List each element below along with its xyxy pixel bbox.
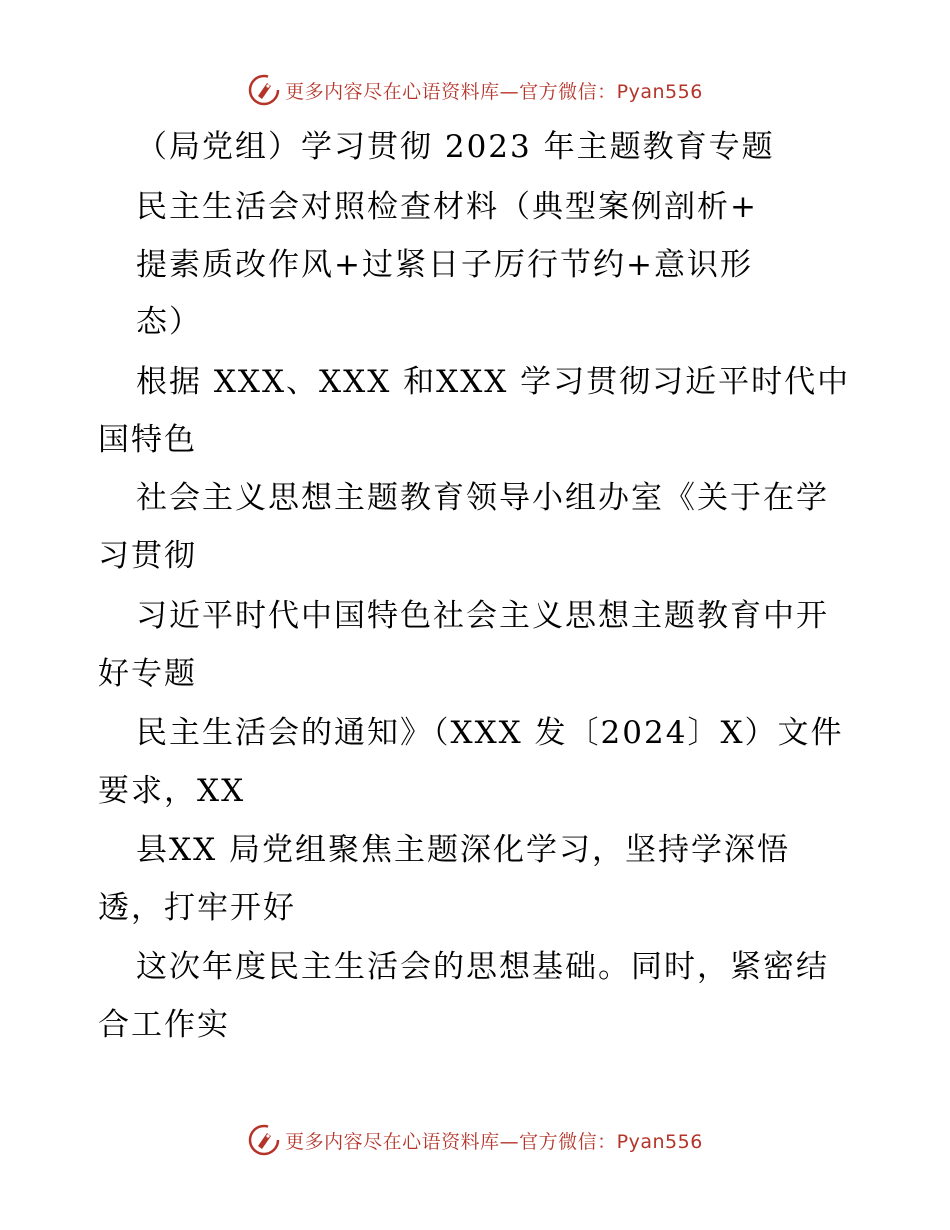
watermark-header (0, 73, 950, 107)
body-line: 要求，XX (98, 773, 246, 809)
title-line: 民主生活会对照检查材料（典型案例剖析+ (136, 189, 758, 225)
title-line: （局党组）学习贯彻 2023 年主题教育专题 (136, 129, 775, 165)
body-line: 合工作实 (98, 1007, 230, 1043)
pen-nib-logo-icon (247, 1123, 281, 1157)
body-line: 国特色 (98, 422, 197, 458)
body-line: 民主生活会的通知》（XXX 发〔2024〕X）文件 (136, 715, 844, 751)
body-line: 习近平时代中国特色社会主义思想主题教育中开 (136, 598, 829, 634)
watermark-text: 更多内容尽在心语资料库—官方微信：Pyan556 (285, 1130, 703, 1153)
body-line: 习贯彻 (98, 538, 197, 574)
title-line: 态） (136, 304, 202, 340)
body-line: 社会主义思想主题教育领导小组办室《关于在学 (136, 480, 829, 516)
watermark-text: 更多内容尽在心语资料库—官方微信：Pyan556 (285, 80, 703, 103)
watermark-footer (0, 1123, 950, 1157)
body-line: 好专题 (98, 656, 197, 692)
body-line: 这次年度民主生活会的思想基础。同时，紧密结 (136, 949, 829, 985)
body-line: 透，打牢开好 (98, 890, 296, 926)
body-line: 县XX 局党组聚焦主题深化学习，坚持学深悟 (136, 832, 790, 868)
title-line: 提素质改作风+过紧日子厉行节约+意识形 (136, 247, 753, 283)
pen-nib-logo-icon (247, 73, 281, 107)
body-line: 根据 XXX、XXX 和XXX 学习贯彻习近平时代中 (136, 364, 851, 400)
